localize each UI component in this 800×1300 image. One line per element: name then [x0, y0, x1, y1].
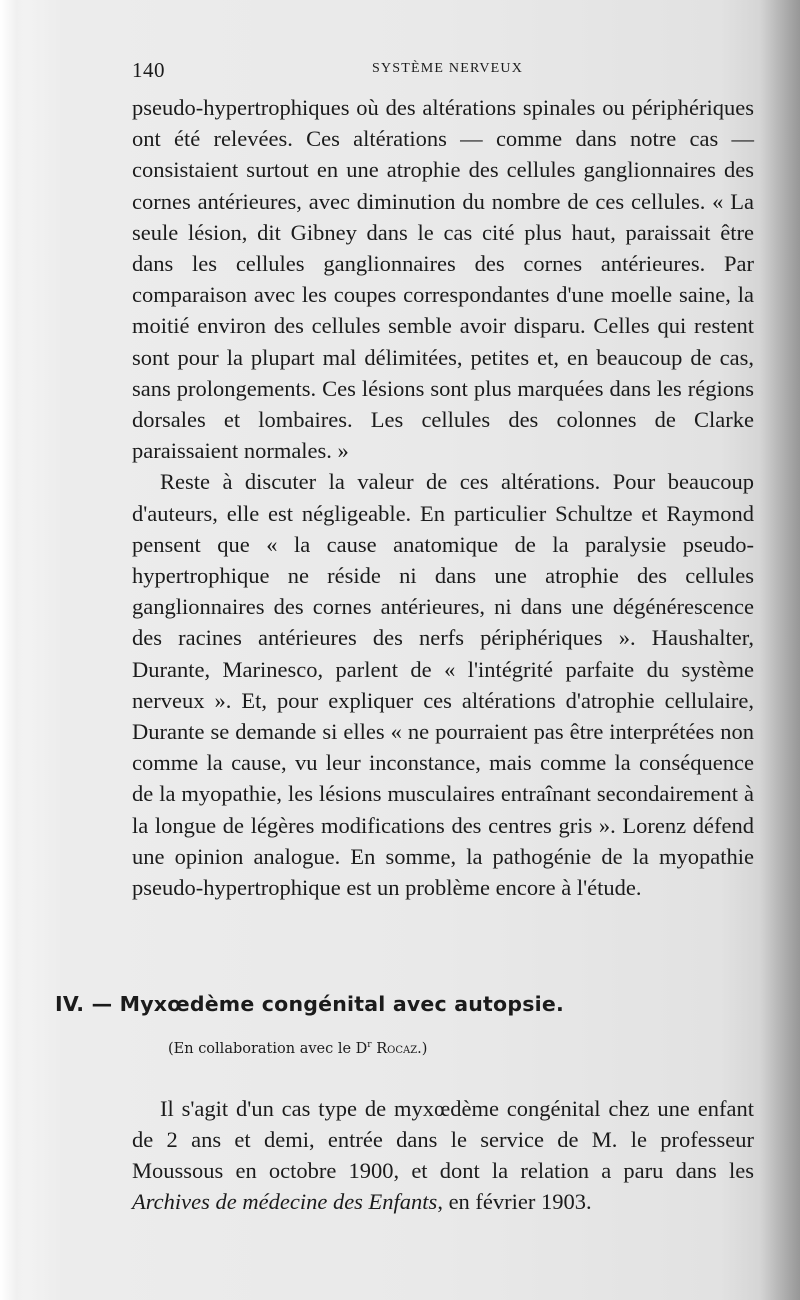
page-number: 140 [132, 58, 165, 82]
paragraph [132, 1093, 754, 1217]
main-text [132, 86, 754, 903]
paragraph-text-end: , en février 1903. [437, 1189, 592, 1214]
collaboration-suffix: .) [417, 1040, 428, 1057]
section-heading: IV. — Myxœdème congénital avec autopsie. [55, 992, 564, 1016]
page-left-margin [0, 0, 28, 1300]
section-body [132, 1093, 754, 1217]
paragraph-text: Il s'agit d'un cas type de myxœdème congénital chez une enfant de 2 ans et demi, entrée dans le service de M. le professeur Moussous en octobre 1900, et dont la relation a paru dans les [132, 1096, 754, 1183]
page-body [132, 54, 754, 903]
paragraph: Reste à discuter la valeur de ces altérations. Pour beaucoup d'auteurs, elle est négligeable. En particulier Schultze et Raymond pensent que « la cause anatomique de la paralysie pseudo-hypertrophique ne réside ni dans une atrophie des cellules ganglionnaires des cornes antérieures, ni dans une dégénérescence des racines antérieures des nerfs périphériques ». Haushalter, Durante, Marinesco, parlent de « l'intégrité parfaite du système nerveux ». Et, pour expliquer ces altérations d'atrophie cellulaire, Durante se demande si elles « ne pourraient pas être interprétées non comme la cause, vu leur inconstance, mais comme la conséquence de la myopathie, les lésions musculaires entraînant secondairement à la longue de légères modifications des centres gris ». Lorenz défend une opinion analogue. En somme, la pathogénie de la myopathie pseudo-hypertrophique est un problème encore à l'étude. [132, 469, 754, 901]
section-collaboration-note [168, 1040, 588, 1057]
page-binding-shadow [760, 0, 800, 1300]
running-title: SYSTÈME NERVEUX [372, 61, 524, 76]
journal-title: Archives de médecine des Enfants [132, 1189, 438, 1214]
collaboration-title-sup: r [367, 1040, 372, 1050]
paragraph: pseudo-hypertrophiques où des altérations spinales ou périphériques ont été relevées. Ces altérations — comme dans notre cas — consistaient surtout en une atrophie des cellules ganglionnaires des cornes antérieures, avec diminution du nombre de ces cellules. « La seule lésion, dit Gibney dans le cas cité plus haut, paraissait être dans les cellules ganglionnaires des cornes antérieures. Par comparaison avec les coupes correspondantes d'une moelle saine, la moitié environ des cellules semble avoir disparu. Celles qui restent sont pour la plupart mal délimitées, petites et, en beaucoup de cas, sans prolongements. Ces lésions sont plus marquées dans les régions dorsales et lombaires. Les cellules des colonnes de Clarke paraissaient normales. » [132, 95, 754, 464]
collaboration-prefix: (En collaboration avec le D [168, 1040, 368, 1057]
collaborator-name: Rocaz [376, 1040, 418, 1057]
page-header [132, 54, 754, 86]
